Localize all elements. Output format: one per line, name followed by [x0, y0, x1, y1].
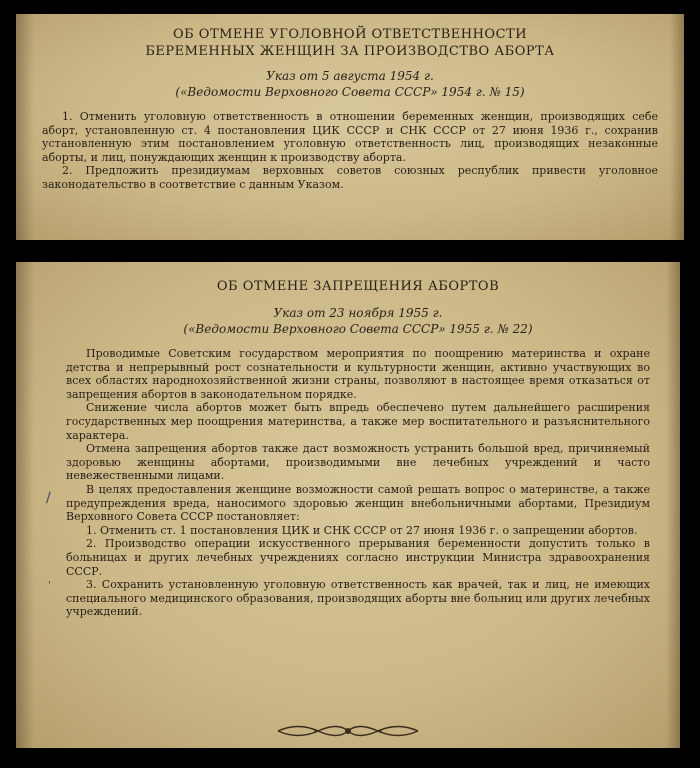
bottom-paragraph-5: 1. Отменить ст. 1 постановления ЦИК и СНК СССР от 27 июня 1936 г. о запрещении абортов.	[86, 523, 638, 537]
bottom-paragraph-3: Отмена запрещения абортов также даст возможность устранить большой вред, причиняемый здоровью женщины абортами, производимыми вне лечебных учреждений и часто невежественными лицами.	[66, 442, 650, 483]
bottom-page	[16, 262, 680, 748]
top-decree: Указ от 5 августа 1954 г.	[266, 69, 434, 83]
pencil-tick-icon: '	[48, 580, 51, 591]
top-source: («Ведомости Верховного Совета СССР» 1954 г. № 15)	[175, 85, 525, 99]
bottom-paragraph-4: В целях предоставления женщине возможности самой решать вопрос о материнстве, а также предупреждения вреда, наносимого здоровью женщин внебольничными абортами, Президиум Верховного Совета СССР постановляет:	[66, 482, 650, 524]
ornament-icon	[268, 720, 428, 742]
top-paragraph-2: 2. Предложить президиумам верховных советов союзных республик привести уголовное законодательство в соответствие с данным Указом.	[42, 164, 658, 191]
bottom-title: ОБ ОТМЕНЕ ЗАПРЕЩЕНИЯ АБОРТОВ	[216, 279, 500, 294]
top-paragraph-1: 1. Отменить уголовную ответственность в отношении беременных женщин, производящих себе аборт, установленную ст. 4 постановления ЦИК СССР и СНК СССР от 27 июня 1936 г., сохранив установленную этим постановлением уголовную ответственность лиц, производящих незаконные аборты, и лиц, понуждающих женщин к производству аборта.	[42, 110, 658, 164]
pencil-mark-icon: /	[46, 490, 51, 506]
bottom-paragraph-2: Снижение числа абортов может быть впредь обеспечено путем дальнейшего расширения государственных мер поощрения материнства, а также мер воспитательного и разъяснительного характера.	[66, 401, 650, 442]
bottom-decree: Указ от 23 ноября 1955 г.	[273, 306, 443, 320]
bottom-source: («Ведомости Верховного Совета СССР» 1955 г. № 22)	[183, 322, 533, 336]
bottom-paragraph-7: 3. Сохранить установленную уголовную ответственность как врачей, так и лиц, не имеющих специального медицинского образования, производящих аборты вне больниц или других лечебных учреждений.	[66, 578, 650, 619]
top-title-line2: БЕРЕМЕННЫХ ЖЕНЩИН ЗА ПРОИЗВОДСТВО АБОРТА	[145, 44, 555, 59]
bottom-paragraph-1: Проводимые Советским государством мероприятия по поощрению материнства и охране детства и непрерывный рост сознательности и культурности женщин, активно участвующих во всех областях народнохозяйственной жизни страны, позволяют в настоящее время отказаться от запрещения абортов в законодательном порядке.	[66, 347, 650, 401]
bottom-paragraph-6: 2. Производство операции искусственного прерывания беременности допустить только в больницах и других лечебных учреждениях согласно инструкции Министра здравоохранения СССР.	[66, 537, 650, 578]
top-page	[16, 14, 684, 240]
top-title-line1: ОБ ОТМЕНЕ УГОЛОВНОЙ ОТВЕТСТВЕННОСТИ	[172, 27, 528, 42]
